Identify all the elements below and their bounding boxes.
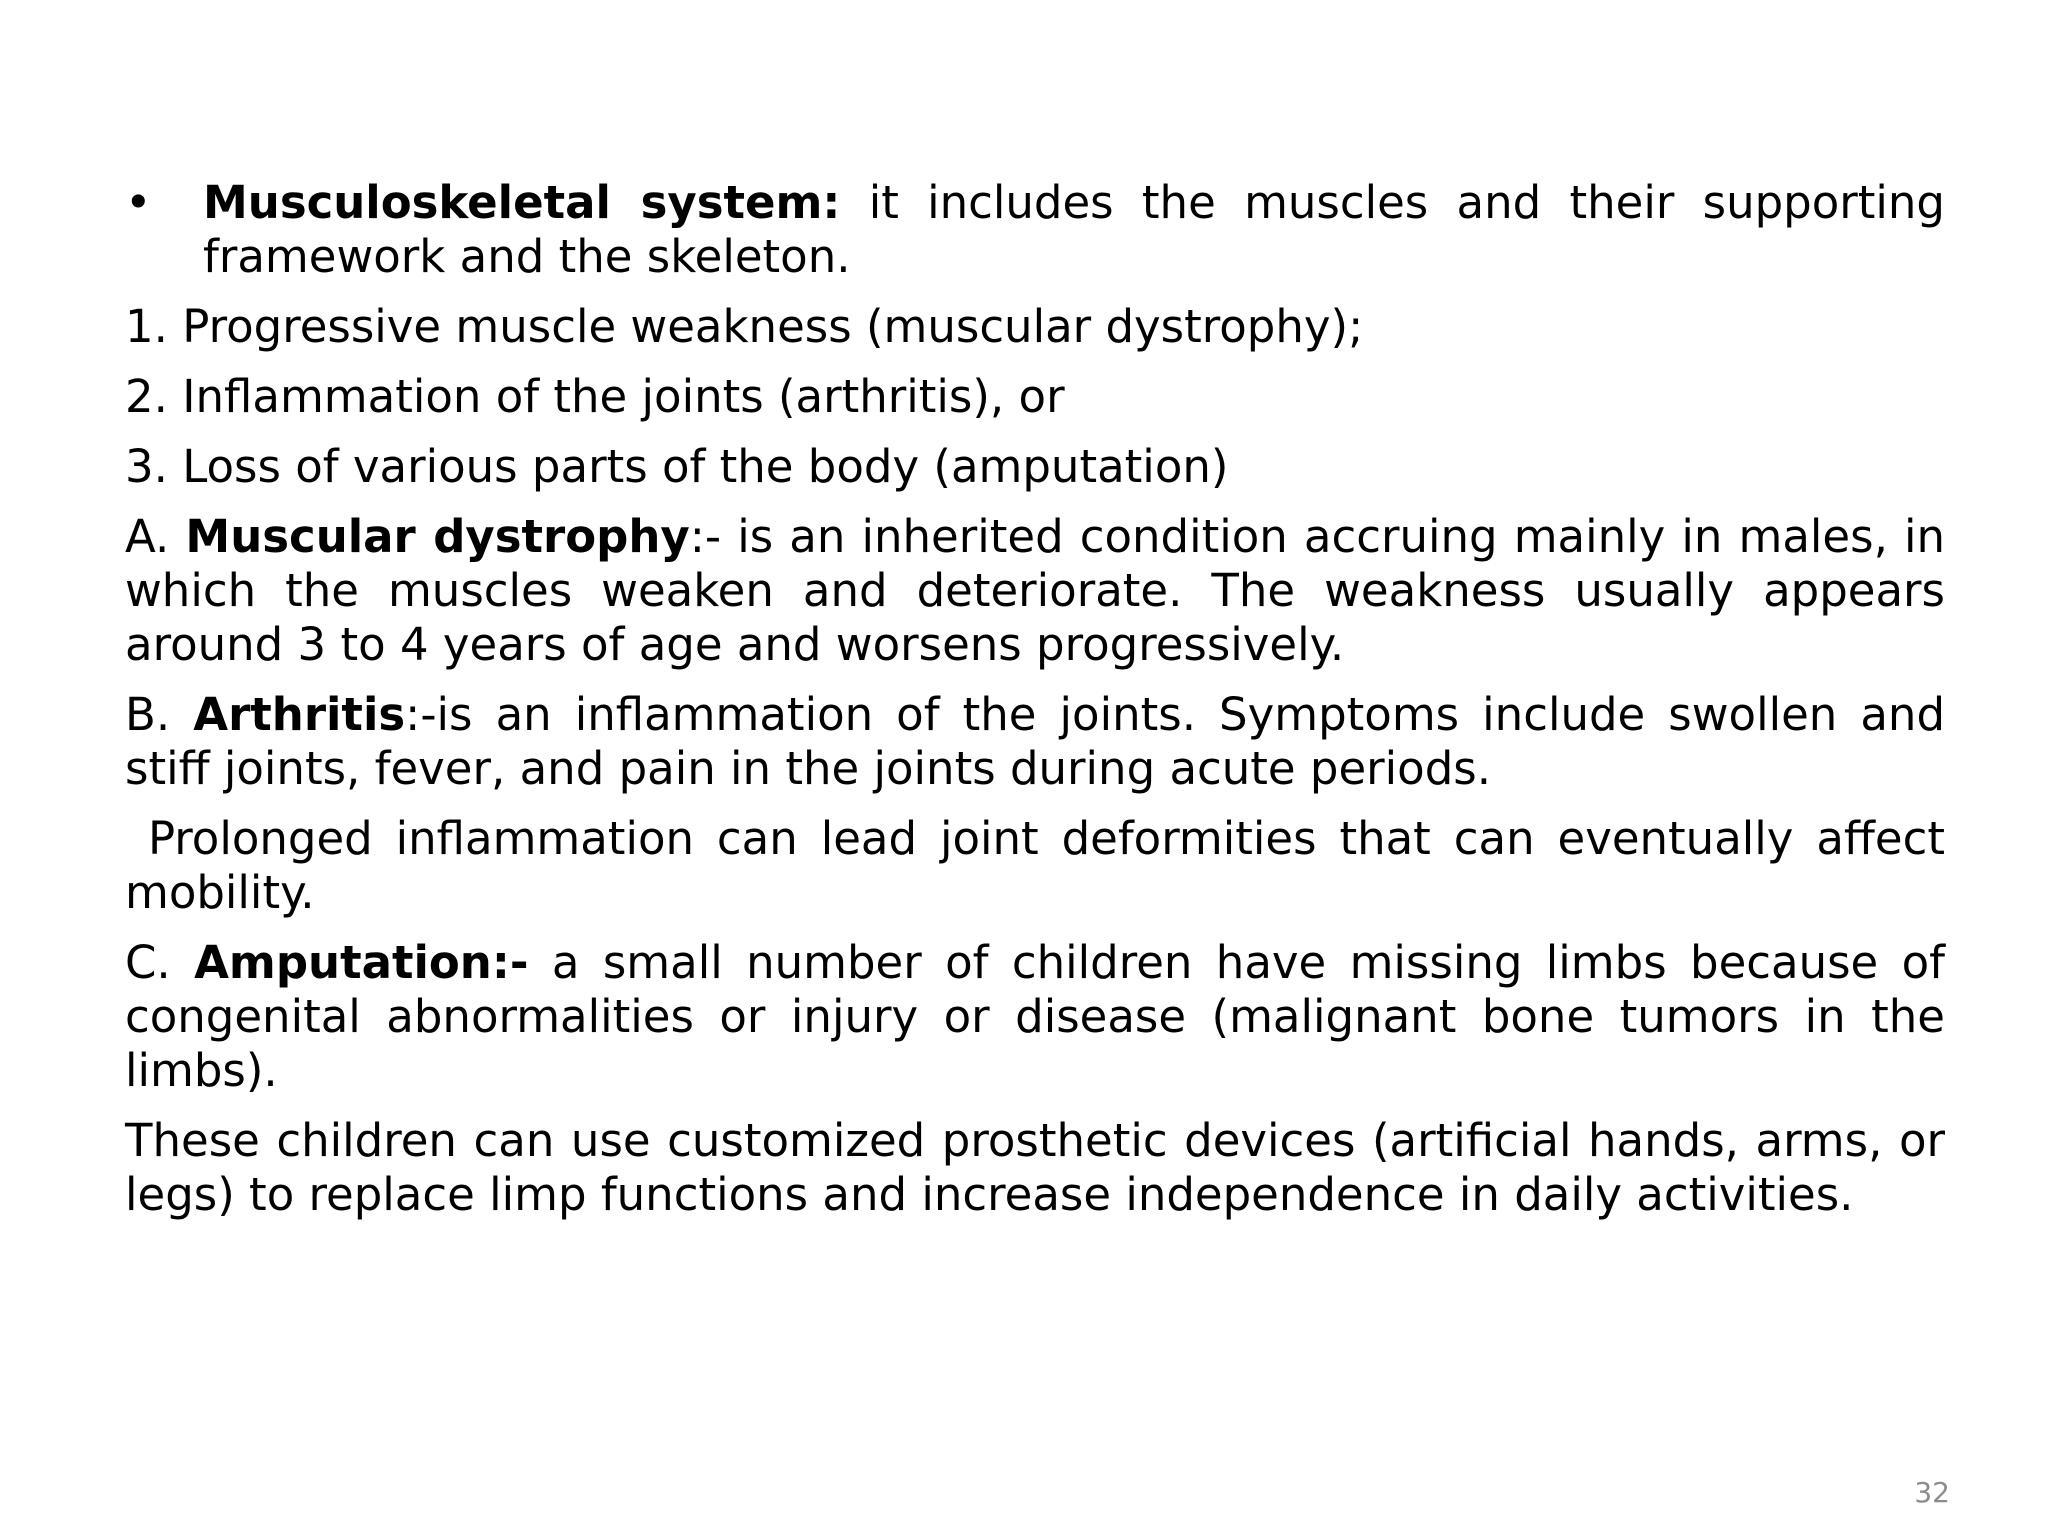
- closing-paragraph: These children can use customized prosthetic devices (artificial hands, arms, or legs) to replace limp functions and increase independence in daily activities.: [125, 1114, 1945, 1221]
- list-item: 1. Progressive muscle weakness (muscular dystrophy);: [125, 300, 1364, 353]
- section-term: Arthritis: [193, 688, 406, 741]
- bullet-mark: •: [125, 176, 152, 229]
- bullet-body: it includes the muscles and their supporting framework and the skeleton.: [203, 176, 1945, 283]
- list-item: 2. Inflammation of the joints (arthritis), or: [125, 370, 1065, 423]
- bullet-heading: Musculoskeletal system:: [203, 176, 841, 229]
- section-prefix: A.: [125, 510, 186, 563]
- page-number: 32: [1914, 1476, 1950, 1509]
- section-muscular-dystrophy: [125, 510, 1945, 672]
- section-term: Muscular dystrophy: [185, 510, 690, 563]
- section-prefix: C.: [125, 936, 195, 989]
- section-arthritis-continued: Prolonged inflammation can lead joint deformities that can eventually affect mobility.: [125, 812, 1960, 919]
- section-arthritis: [125, 688, 1945, 796]
- bullet-text: [203, 176, 1945, 284]
- section-text: :-is an inflammation of the joints. Symptoms include swollen and stiff joints, fever, and pain in the joints during acute periods.: [125, 688, 1946, 795]
- section-text: :- is an inherited condition accruing mainly in males, in which the muscles weaken and deteriorate. The weakness usually appears around 3 to 4 years of age and worsens progressively.: [125, 510, 1946, 671]
- section-prefix: B.: [125, 688, 194, 741]
- section-text: a small number of children have missing limbs because of congenital abnormalities or injury or disease (malignant bone tumors in the limbs).: [125, 936, 1945, 1097]
- section-term: Amputation:-: [194, 936, 529, 989]
- list-item: 3. Loss of various parts of the body (amputation): [125, 440, 1229, 493]
- section-amputation: [125, 936, 1945, 1098]
- slide-content: [125, 176, 1960, 1238]
- bullet-item-musculoskeletal: [125, 176, 1945, 284]
